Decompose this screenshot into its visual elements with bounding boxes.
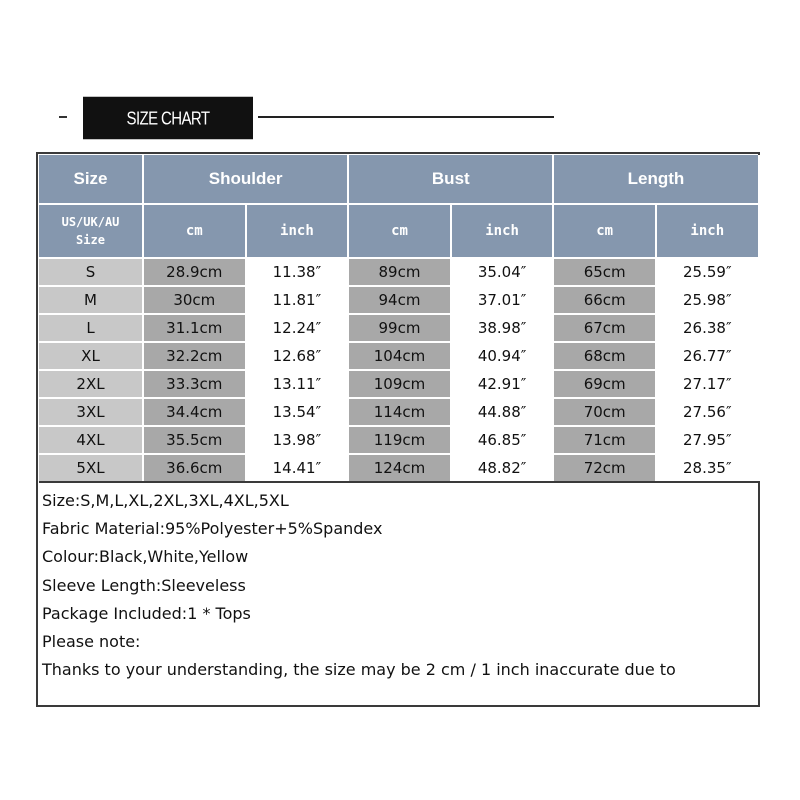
length-cm-cell: 69cm [553,370,656,398]
bust-cm-cell: 99cm [348,314,451,342]
length-cm-cell: 72cm [553,454,656,482]
length-inch-cell: 27.95″ [656,426,759,454]
bust-cm-cell: 124cm [348,454,451,482]
bust-inch-cell: 35.04″ [451,258,554,286]
bust-inch-cell: 44.88″ [451,398,554,426]
shoulder-inch-cell: 12.24″ [246,314,349,342]
table-row [39,258,759,286]
bust-inch-cell: 42.91″ [451,370,554,398]
header-length-cm: cm [553,204,656,258]
header-bust: Bust [348,155,553,204]
header-length: Length [553,155,758,204]
shoulder-cm-cell: 31.1cm [143,314,246,342]
length-inch-cell: 26.38″ [656,314,759,342]
table-row [39,398,759,426]
header-shoulder-inch: inch [246,204,349,258]
header-bust-inch: inch [451,204,554,258]
group-header-row [39,155,759,204]
length-cm-cell: 67cm [553,314,656,342]
unit-header-row [39,204,759,258]
bust-cm-cell: 119cm [348,426,451,454]
product-notes [42,487,676,684]
bust-inch-cell: 40.94″ [451,342,554,370]
table-row [39,370,759,398]
header-length-inch: inch [656,204,759,258]
shoulder-cm-cell: 33.3cm [143,370,246,398]
length-inch-cell: 27.17″ [656,370,759,398]
shoulder-inch-cell: 13.98″ [246,426,349,454]
bust-inch-cell: 48.82″ [451,454,554,482]
shoulder-inch-cell: 11.38″ [246,258,349,286]
table-row [39,342,759,370]
note-fabric: Fabric Material:95%Polyester+5%Spandex [42,519,383,539]
bust-cm-cell: 89cm [348,258,451,286]
size-table [39,155,760,483]
shoulder-inch-cell: 11.81″ [246,286,349,314]
length-inch-cell: 25.59″ [656,258,759,286]
size-cell: 4XL [39,426,143,454]
banner-rule [258,116,554,118]
bust-inch-cell: 37.01″ [451,286,554,314]
length-cm-cell: 65cm [553,258,656,286]
length-cm-cell: 66cm [553,286,656,314]
note-please: Please note: [42,632,141,652]
size-cell: 3XL [39,398,143,426]
bust-cm-cell: 109cm [348,370,451,398]
note-colour: Colour:Black,White,Yellow [42,547,249,567]
size-cell: 2XL [39,370,143,398]
shoulder-inch-cell: 12.68″ [246,342,349,370]
header-size: Size [39,155,143,204]
shoulder-cm-cell: 34.4cm [143,398,246,426]
bust-inch-cell: 46.85″ [451,426,554,454]
table-row [39,286,759,314]
length-cm-cell: 70cm [553,398,656,426]
header-region-size: US/UK/AU Size [39,204,143,258]
shoulder-cm-cell: 30cm [143,286,246,314]
shoulder-cm-cell: 32.2cm [143,342,246,370]
length-cm-cell: 71cm [553,426,656,454]
table-row [39,454,759,482]
shoulder-cm-cell: 28.9cm [143,258,246,286]
note-sleeve: Sleeve Length:Sleeveless [42,575,246,595]
banner-dash [59,116,67,118]
table-row [39,314,759,342]
bust-cm-cell: 114cm [348,398,451,426]
table-row [39,426,759,454]
size-cell: 5XL [39,454,143,482]
note-package: Package Included:1 * Tops [42,603,251,623]
bust-cm-cell: 94cm [348,286,451,314]
header-shoulder-cm: cm [143,204,246,258]
size-chart-box [36,152,760,707]
length-inch-cell: 25.98″ [656,286,759,314]
length-cm-cell: 68cm [553,342,656,370]
shoulder-cm-cell: 35.5cm [143,426,246,454]
length-inch-cell: 27.56″ [656,398,759,426]
size-cell: L [39,314,143,342]
size-chart-banner: SIZE CHART [83,97,253,140]
header-shoulder: Shoulder [143,155,348,204]
size-cell: XL [39,342,143,370]
header-bust-cm: cm [348,204,451,258]
shoulder-inch-cell: 14.41″ [246,454,349,482]
note-sizes: Size:S,M,L,XL,2XL,3XL,4XL,5XL [42,491,289,510]
shoulder-inch-cell: 13.54″ [246,398,349,426]
bust-cm-cell: 104cm [348,342,451,370]
length-inch-cell: 28.35″ [656,454,759,482]
bust-inch-cell: 38.98″ [451,314,554,342]
length-inch-cell: 26.77″ [656,342,759,370]
shoulder-inch-cell: 13.11″ [246,370,349,398]
note-accuracy: Thanks to your understanding, the size may be 2 cm / 1 inch inaccurate due to [42,660,676,680]
size-cell: M [39,286,143,314]
shoulder-cm-cell: 36.6cm [143,454,246,482]
size-cell: S [39,258,143,286]
